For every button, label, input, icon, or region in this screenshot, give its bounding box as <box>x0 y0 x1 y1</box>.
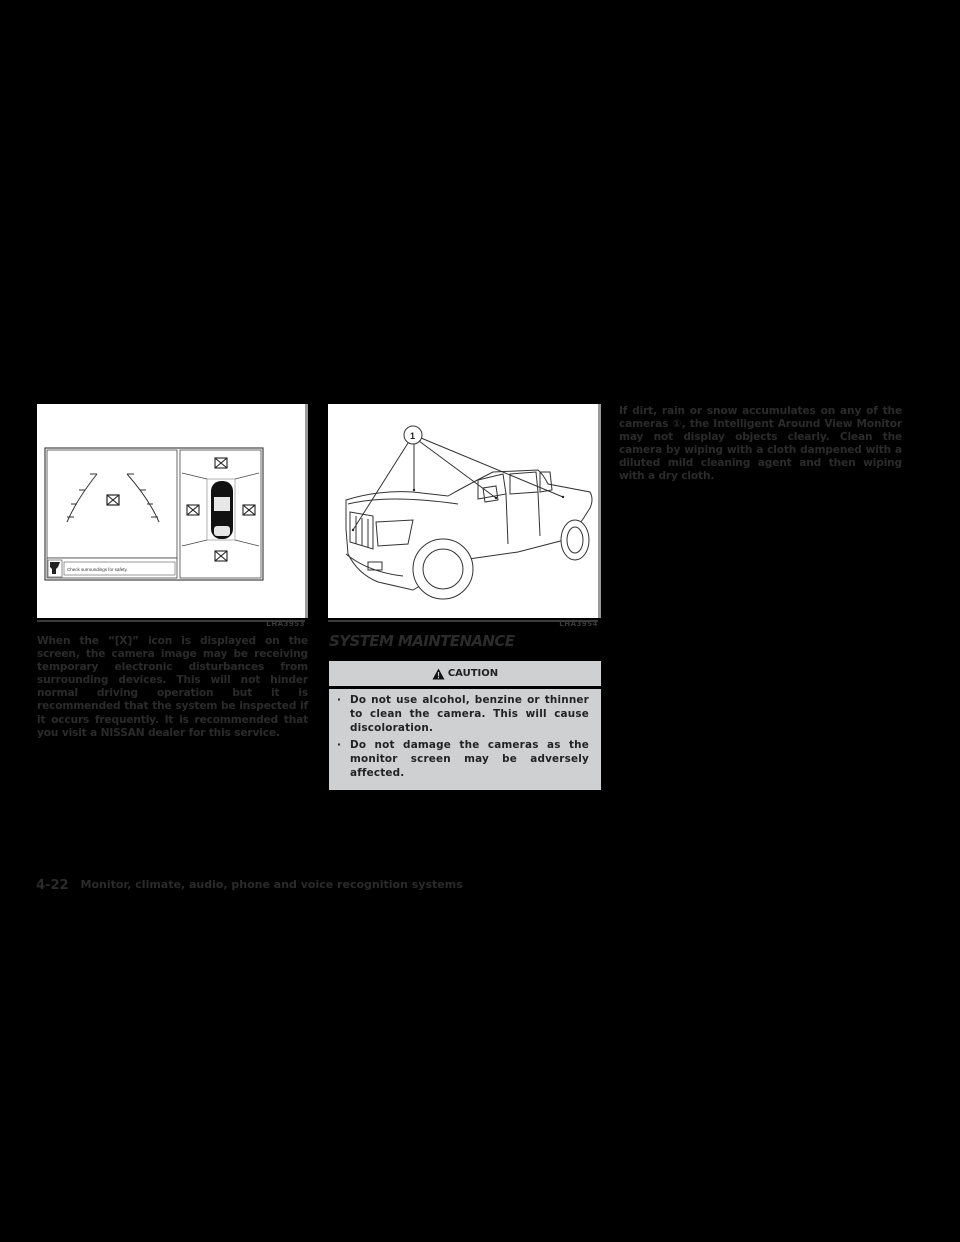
monitor-illustration <box>37 404 305 618</box>
figure-label-code: LHA3953 <box>266 620 305 628</box>
page-number: 4-22 <box>36 878 69 893</box>
figure-rule <box>37 620 305 622</box>
caution-header <box>329 661 601 689</box>
section-title: Monitor, climate, audio, phone and voice recognition systems <box>80 878 463 891</box>
svg-text:1: 1 <box>410 431 416 441</box>
figure-rule <box>328 620 598 622</box>
bullet: · <box>337 738 342 751</box>
maintenance-paragraph: If dirt, rain or snow accumulates on any of the cameras ①, the Intelligent Around View Monitor may not display objects clearly. Clean the camera by wiping with a cloth dampened with a diluted mild cleaning agent and then wiping with a dry cloth. <box>619 405 902 483</box>
section-heading: SYSTEM MAINTENANCE <box>329 632 515 650</box>
figure-monitor-display <box>37 404 308 628</box>
caution-item-text: Do not use alcohol, benzine or thinner to clean the camera. This will cause discoloration. <box>350 694 589 735</box>
caution-title: CAUTION <box>447 668 499 679</box>
caution-list <box>329 689 601 780</box>
icon-disturbance-paragraph: When the “[X]” icon is displayed on the screen, the camera image may be receiving temporary electronic disturbances from surrounding devices. This will not hinder normal driving operation but it is recommended that the system be inspected if it occurs frequently. It is recommended that you visit a NISSAN dealer for this service. <box>37 635 308 739</box>
svg-text:Check surroundings for safety.: Check surroundings for safety. <box>67 567 128 572</box>
camera-unavailable-x-icon <box>107 495 119 505</box>
figure-truck-cameras <box>328 404 601 628</box>
figure-label-code: LHA3954 <box>559 620 598 628</box>
caution-box <box>329 661 601 790</box>
page-footer <box>36 878 463 893</box>
caution-item-text: Do not damage the cameras as the monitor screen may be adversely affected. <box>350 738 589 780</box>
warning-triangle-icon <box>432 668 445 680</box>
bullet: · <box>337 694 342 706</box>
truck-illustration <box>328 404 598 618</box>
caution-item <box>337 738 589 781</box>
caution-item <box>337 693 589 736</box>
